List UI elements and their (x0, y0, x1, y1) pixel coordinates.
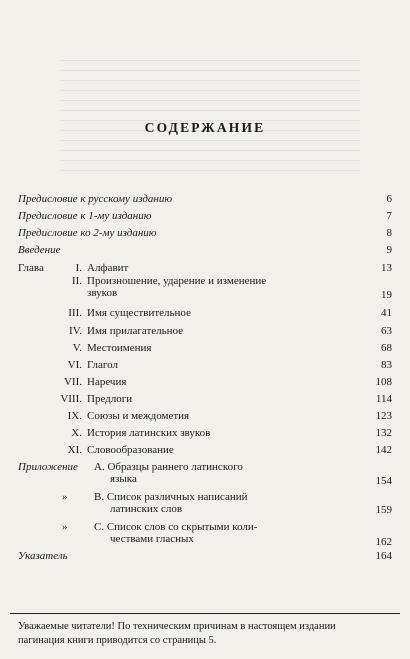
toc-page-number: 7 (386, 210, 392, 222)
footer-line: пагинация книги приводится со страницы 5. (18, 635, 217, 646)
chapter-title: Наречия (87, 376, 127, 388)
chapter-title: История латинских звуков (87, 427, 211, 439)
toc-page-number: 6 (386, 193, 392, 205)
chapter-title: Имя прилагательное (87, 325, 184, 337)
toc-page-number: 19 (381, 289, 392, 301)
chapter-number: IV. (69, 325, 82, 337)
appendix-b-line2: латинских слов (110, 503, 183, 515)
chapter-number: III. (68, 307, 82, 319)
glava-label: Глава (18, 262, 44, 274)
toc-page-number: 114 (375, 393, 392, 405)
chapter-title: Местоимения (87, 342, 152, 354)
toc-page-number: 154 (375, 475, 392, 487)
toc-page-number: 63 (381, 325, 392, 337)
toc-page-number: 162 (375, 536, 392, 548)
appendix-b-line1: В. Список различных написаний (94, 491, 248, 503)
appendix-a-line1: А. Образцы раннего латинского (94, 461, 243, 473)
toc-page-number: 132 (375, 427, 392, 439)
toc-page-number: 83 (381, 359, 392, 371)
appendix-label: Приложение (18, 461, 78, 473)
toc-page-number: 41 (381, 307, 392, 319)
toc-entry-introduction: Введение (18, 244, 61, 256)
footer-note (18, 620, 398, 648)
toc-page-number: 123 (375, 410, 392, 422)
ditto-mark: » (62, 491, 68, 503)
chapter-number: II. (71, 275, 82, 287)
toc-entry-preface-2nd: Предисловие ко 2-му изданию (18, 227, 157, 239)
chapter-number: XI. (67, 444, 82, 456)
toc-page-number: 13 (381, 262, 392, 274)
toc-entry-index: Указатель (18, 550, 68, 562)
chapter-number: VIII. (60, 393, 82, 405)
chapter-title: Глагол (87, 359, 118, 371)
ditto-mark: » (62, 521, 68, 533)
chapter-title: Предлоги (87, 393, 133, 405)
chapter-title-line2: звуков (87, 287, 118, 299)
footer-divider (10, 613, 400, 614)
toc-page-number: 8 (386, 227, 392, 239)
chapter-title: Словообразование (87, 444, 174, 456)
chapter-number: V. (72, 342, 82, 354)
appendix-a-line2: языка (110, 473, 137, 485)
toc-page-number: 68 (381, 342, 392, 354)
toc-page-number: 164 (375, 550, 392, 562)
toc-page-number: 142 (375, 444, 392, 456)
chapter-number: I. (75, 262, 82, 274)
chapter-title-line1: Произношение, ударение и изменение (87, 275, 267, 287)
toc-page-number: 108 (375, 376, 392, 388)
chapter-number: VII. (63, 376, 82, 388)
toc-page-number: 9 (386, 244, 392, 256)
footer-line: Уважаемые читатели! По техническим причинам в настоящем издании (18, 621, 336, 632)
appendix-c-line2: чествами гласных (110, 533, 194, 545)
toc-page-number: 159 (375, 504, 392, 516)
chapter-title: Имя существительное (87, 307, 191, 319)
chapter-title: Союзы и междометия (87, 410, 190, 422)
chapter-number: VI. (67, 359, 82, 371)
chapter-number: IX. (67, 410, 82, 422)
toc-entry-preface-russian: Предисловие к русскому изданию (18, 193, 173, 205)
chapter-title: Алфавит (87, 262, 129, 274)
chapter-number: X. (71, 427, 82, 439)
page-title: СОДЕРЖАНИЕ (144, 120, 266, 135)
appendix-c-line1: С. Список слов со скрытыми коли- (94, 521, 258, 533)
toc-entry-preface-1st: Предисловие к 1-му изданию (18, 210, 152, 222)
